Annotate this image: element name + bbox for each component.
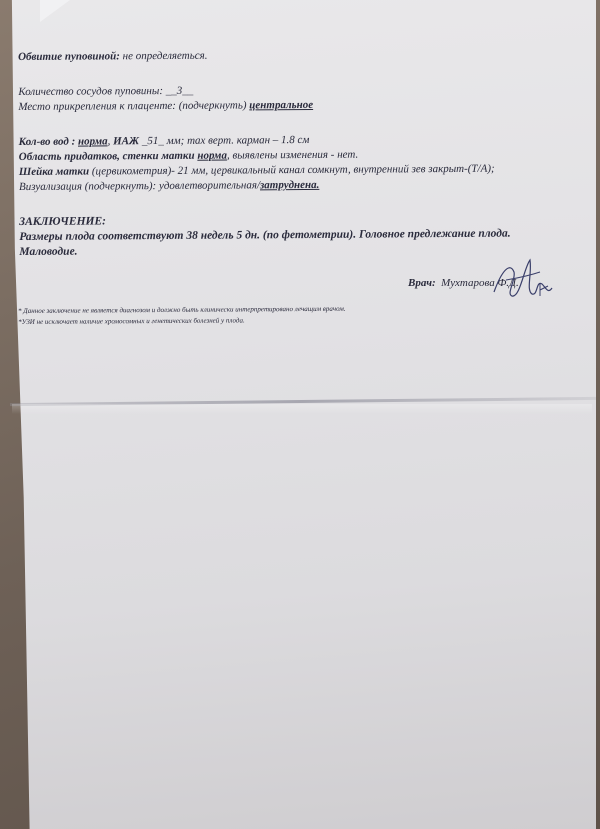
footnote-1: * Данное заключение не является диагнозом и должно быть клинически интерпретировано лечащим врачом. — [18, 304, 346, 315]
conclusion-text-2: Маловодие. — [19, 245, 78, 258]
waters-line: Кол-во вод : норма, ИАЖ _51_ мм; max верт. карман – 1.8 см — [18, 133, 310, 148]
doctor-name: Мухтарова Ф.Д. — [441, 277, 519, 289]
placenta-label: Место прикрепления к плаценте: (подчеркнуть) — [18, 99, 247, 113]
conclusion-text-1: Размеры плода соответствуют 38 недель 5 дн. (по фетометрии). Головное предлежание плода. — [19, 227, 511, 243]
doctor-label: Врач: — [408, 277, 436, 289]
cord-entanglement-value: не определяеться. — [122, 49, 208, 63]
waters-label: Кол-во вод : — [18, 135, 76, 148]
cervix-value: (цервикометрия)- 21 мм, цервикальный канал сомкнут, внутренний зев закрыт-(Т/А); — [91, 162, 495, 178]
paper-fold-highlight — [12, 404, 592, 414]
iaj-unit: мм; max верт. карман – 1.8 см — [166, 133, 310, 147]
appendages-label: Область придатков, стенки матки — [18, 149, 195, 163]
cord-entanglement-label: Обвитие пуповиной: — [18, 50, 120, 63]
vessels-value: __3__ — [165, 84, 194, 97]
visualization-label: Визуализация (подчеркнуть): удовлетворительная/ — [18, 179, 261, 193]
vessels-label: Количество сосудов пуповины: — [18, 84, 164, 98]
signature-icon — [488, 250, 558, 310]
report-body — [18, 46, 579, 260]
conclusion-heading: ЗАКЛЮЧЕНИЕ: — [19, 215, 106, 228]
iaj-value: _51_ — [141, 134, 164, 148]
placenta-value: центральное — [249, 98, 314, 112]
footnotes — [18, 302, 578, 328]
appendages-value: норма — [197, 149, 228, 162]
visualization-value: затруднена. — [259, 178, 320, 192]
waters-value: норма — [77, 135, 108, 148]
iaj-label: ИАЖ — [113, 135, 140, 148]
appendages-rest: , выявлены изменения - нет. — [226, 148, 359, 162]
cervix-label: Шейка матки — [18, 165, 90, 178]
footnote-2: *УЗИ не исключает наличие хромосомных и генетических болезней у плода. — [18, 316, 245, 326]
